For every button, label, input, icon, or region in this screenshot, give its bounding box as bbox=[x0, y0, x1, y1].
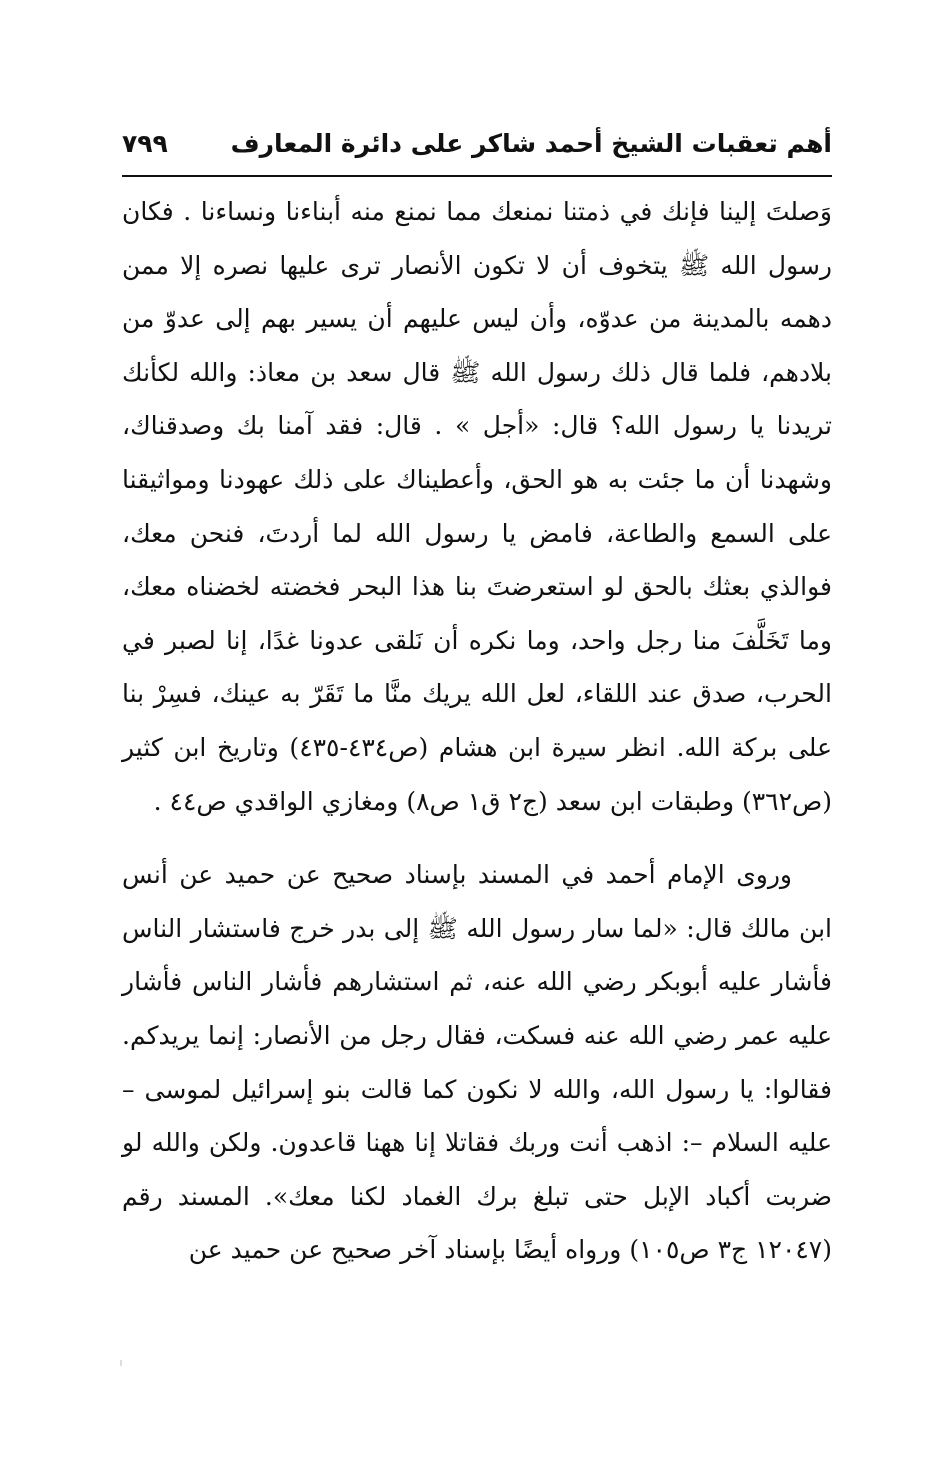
body-text bbox=[122, 185, 832, 1277]
header-rule bbox=[122, 175, 832, 177]
page-header bbox=[122, 118, 832, 168]
page-number: ٧٩٩ bbox=[122, 128, 168, 158]
scan-speck bbox=[120, 1360, 122, 1366]
running-title: أهم تعقبات الشيخ أحمد شاكر على دائرة المعارف bbox=[230, 128, 832, 158]
paragraph-1: وَصلتَ إلينا فإنك في ذمتنا نمنعك مما نمنع منه أبناءنا ونساءنا . فكان رسول الله ﷺ يتخوف أن لا تكون الأنصار ترى عليها نصره إلا ممن دهمه بالمدينة من عدوّه، وأن ليس عليهم أن يسير بهم إلى عدوّ من بلادهم، فلما قال ذلك رسول الله ﷺ قال سعد بن معاذ: والله لكأنك تريدنا يا رسول الله؟ قال: «أجل » . قال: فقد آمنا بك وصدقناك، وشهدنا أن ما جئت به هو الحق، وأعطيناك على ذلك عهودنا ومواثيقنا على السمع والطاعة، فامض يا رسول الله لما أردتَ، فنحن معك، فوالذي بعثك بالحق لو استعرضتَ بنا هذا البحر فخضته لخضناه معك، وما تَخَلَّفَ منا رجل واحد، وما نكره أن نَلقى عدونا غدًا، إنا لصبر في الحرب، صدق عند اللقاء، لعل الله يريك منَّا ما تَقَرّ به عينك، فسِرْ بنا على بركة الله. انظر سيرة ابن هشام (ص٤٣٤-٤٣٥) وتاريخ ابن كثير (ص٣٦٢) وطبقات ابن سعد (ج٢ ق١ ص٨) ومغازي الواقدي ص٤٤ . bbox=[122, 197, 832, 816]
paragraph-2: وروى الإمام أحمد في المسند بإسناد صحيح عن حميد عن أنس ابن مالك قال: «لما سار رسول الله ﷺ إلى بدر خرج فاستشار الناس فأشار عليه أبوبكر رضي الله عنه، ثم استشارهم فأشار الناس فأشار عليه عمر رضي الله عنه فسكت، فقال رجل من الأنصار: إنما يريدكم. فقالوا: يا رسول الله، والله لا نكون كما قالت بنو إسرائيل لموسى – عليه السلام –: اذهب أنت وربك فقاتلا إنا ههنا قاعدون. ولكن والله لو ضربت أكباد الإبل حتى تبلغ برك الغماد لكنا معك». المسند رقم (١٢٠٤٧ ج٣ ص١٠٥) ورواه أيضًا بإسناد آخر صحيح عن حميد عن bbox=[122, 860, 832, 1265]
